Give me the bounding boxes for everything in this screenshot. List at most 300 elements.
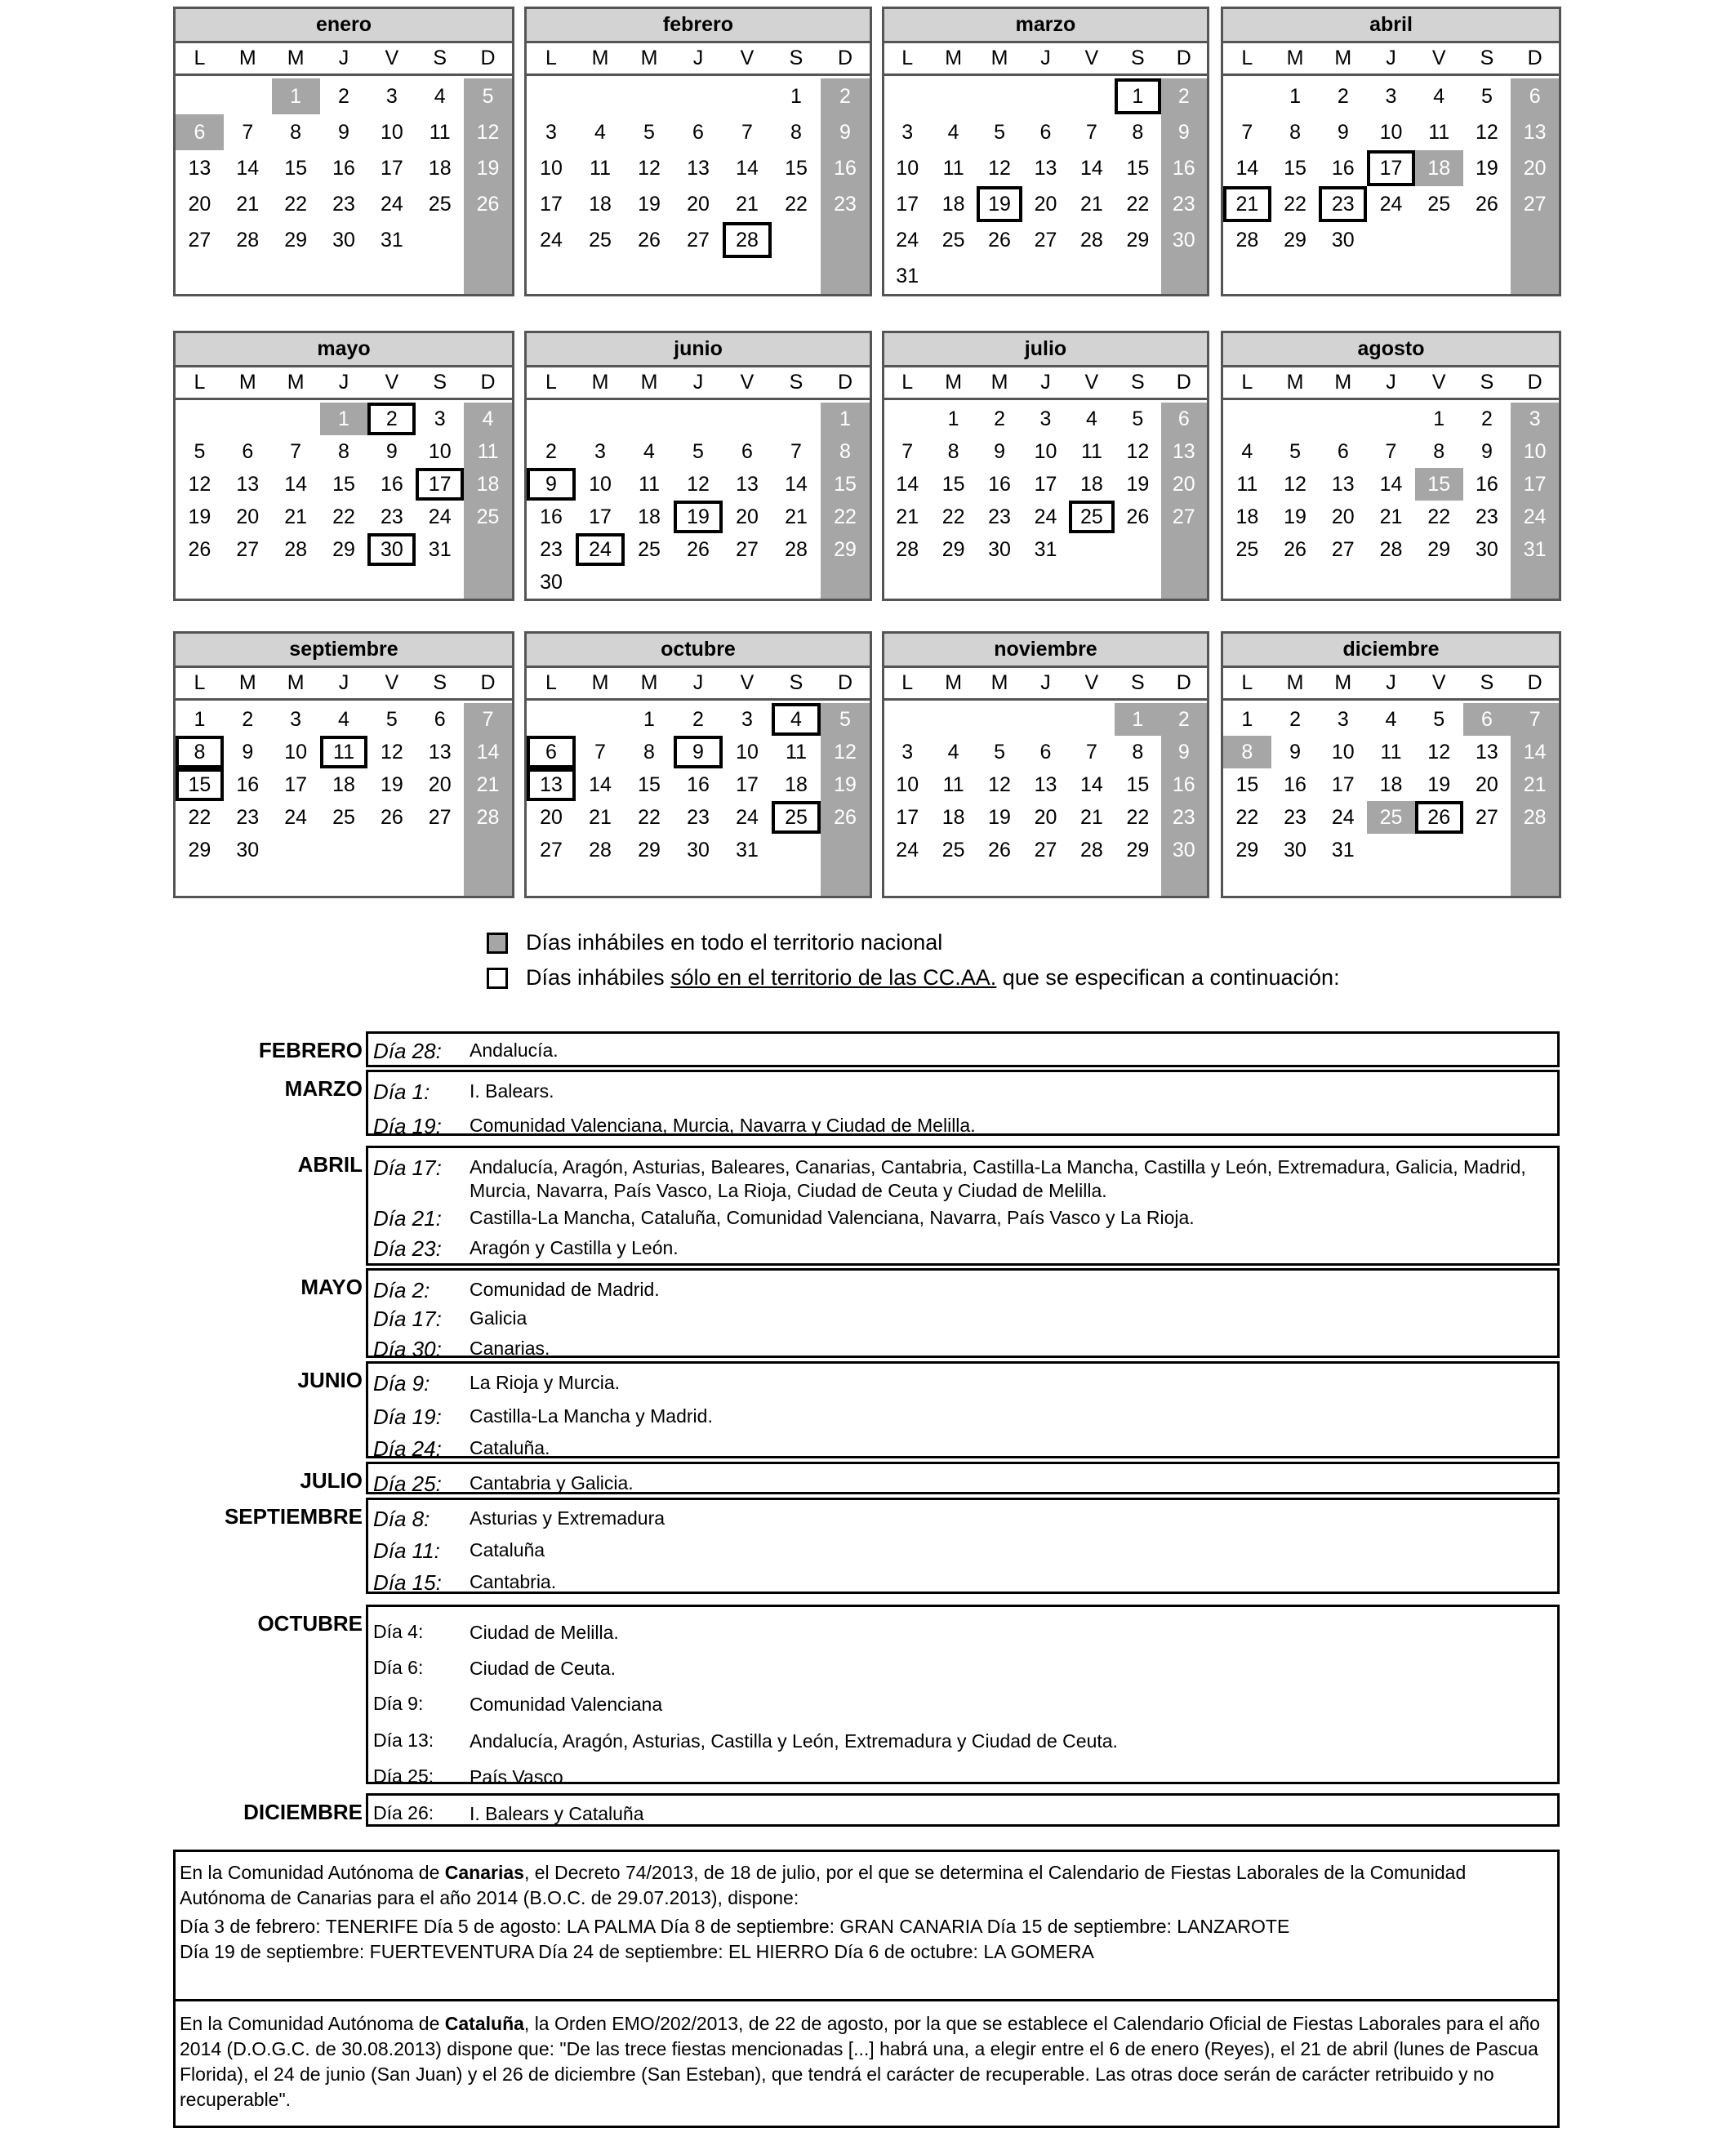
regional-entry-regions: Ciudad de Melilla. <box>470 1622 619 1643</box>
day-cell: 1 <box>1241 707 1253 731</box>
day-cell: 24 <box>540 228 563 252</box>
day-cell: 14 <box>1080 156 1103 180</box>
regional-entry <box>373 1080 1554 1105</box>
day-cell: 22 <box>1284 192 1306 216</box>
day-cell: 1 <box>1115 78 1160 114</box>
day-cell: 7 <box>1529 707 1541 731</box>
day-cell: 23 <box>1172 805 1195 829</box>
weekday-label: D <box>1527 47 1542 69</box>
regional-entry-regions: País Vasco <box>470 1766 563 1788</box>
day-cell: 12 <box>988 772 1011 796</box>
day-cell: 31 <box>896 264 919 287</box>
day-cell: 27 <box>1523 192 1547 216</box>
day-cell: 18 <box>589 192 612 216</box>
weekday-label: M <box>287 671 305 694</box>
day-cell: 2 <box>367 403 416 435</box>
weekday-label: S <box>1130 47 1145 69</box>
month-julio <box>882 331 1209 601</box>
regional-entry <box>373 1730 1554 1753</box>
regional-entry-regions: Ciudad de Ceuta. <box>470 1658 617 1679</box>
day-cell: 20 <box>236 505 260 528</box>
day-cell: 18 <box>638 505 661 528</box>
day-cell: 22 <box>834 505 857 528</box>
regional-entry <box>373 1570 1554 1596</box>
day-cell: 7 <box>1241 120 1253 144</box>
day-cell: 20 <box>687 192 710 216</box>
day-cell: 22 <box>1126 805 1150 829</box>
regional-month-box <box>366 1793 1560 1827</box>
note-canarias-line1: Día 3 de febrero: TENERIFE Día 5 de agosto: LA PALMA Día 8 de septiembre: GRAN CANARIA Día 15 de septiembre: LANZAROTE <box>180 1916 1290 1937</box>
month-title: enero <box>176 9 512 43</box>
day-cell: 24 <box>1034 505 1057 528</box>
day-cell: 31 <box>1331 838 1355 861</box>
day-cell: 22 <box>941 505 965 528</box>
day-cell: 9 <box>385 439 398 463</box>
day-cell: 5 <box>385 707 398 731</box>
day-cell: 4 <box>1085 407 1097 430</box>
weekday-label: L <box>545 671 557 694</box>
day-cell: 25 <box>941 228 965 252</box>
day-cell: 16 <box>1476 472 1498 496</box>
day-cell: 1 <box>790 84 802 108</box>
day-cell: 14 <box>1080 772 1103 796</box>
day-cell: 13 <box>687 156 710 180</box>
day-cell: 29 <box>1235 838 1259 861</box>
day-cell: 2 <box>994 407 1006 430</box>
day-cell: 17 <box>736 772 759 796</box>
day-cell: 5 <box>1132 407 1144 430</box>
day-cell: 15 <box>834 472 857 496</box>
month-febrero <box>524 7 872 296</box>
day-cell: 4 <box>1385 707 1397 731</box>
day-cell: 30 <box>1331 228 1355 252</box>
regional-entry <box>373 1765 1554 1789</box>
regional-entry <box>373 1693 1554 1716</box>
day-cell: 15 <box>1235 772 1259 796</box>
day-cell: 30 <box>540 570 563 594</box>
day-cell: 13 <box>1172 439 1195 463</box>
regional-entry-regions: La Rioja y Murcia. <box>470 1372 621 1393</box>
regional-entry-regions: Asturias y Extremadura <box>470 1507 665 1529</box>
day-cell: 31 <box>1034 537 1057 561</box>
day-cell: 21 <box>236 192 260 216</box>
day-cell: 7 <box>1085 740 1097 764</box>
regional-entry-day: Día 26: <box>373 1802 434 1823</box>
day-cell: 19 <box>1427 772 1451 796</box>
day-cell: 9 <box>1480 439 1493 463</box>
day-cell: 17 <box>589 505 612 528</box>
month-title: octubre <box>527 634 870 668</box>
weekday-label: M <box>640 371 658 394</box>
weekday-label: D <box>1527 671 1542 694</box>
regional-entry-day: Día 19: <box>373 1114 442 1138</box>
day-cell: 26 <box>988 838 1011 861</box>
national-swatch-icon <box>487 933 508 954</box>
regional-entry-regions: Comunidad de Madrid. <box>470 1279 660 1300</box>
day-cell: 19 <box>1284 505 1306 528</box>
day-cell: 6 <box>1177 407 1190 430</box>
day-cell: 13 <box>736 472 759 496</box>
day-cell: 21 <box>736 192 759 216</box>
day-cell: 28 <box>723 222 772 258</box>
regional-entry-regions: Canarias. <box>470 1338 550 1359</box>
day-cell: 17 <box>1367 150 1415 186</box>
day-cell: 20 <box>736 505 759 528</box>
regional-entry <box>373 1371 1554 1396</box>
day-cell: 6 <box>1039 120 1052 144</box>
day-cell: 3 <box>901 120 914 144</box>
day-cell: 14 <box>1235 156 1259 180</box>
weekday-header <box>884 367 1207 400</box>
day-cell: 26 <box>1284 537 1306 561</box>
regional-entry-day: Día 23: <box>373 1236 442 1261</box>
day-cell: 1 <box>1289 84 1302 108</box>
weekday-label: D <box>1176 671 1191 694</box>
weekday-label: L <box>545 371 557 394</box>
day-cell: 4 <box>772 703 821 736</box>
regional-month-box <box>366 1268 1560 1361</box>
day-cell: 26 <box>1126 505 1150 528</box>
day-cell: 21 <box>1080 805 1103 829</box>
regional-month-label: DICIEMBRE <box>243 1800 363 1824</box>
day-cell: 12 <box>1476 120 1498 144</box>
day-cell: 18 <box>941 805 965 829</box>
day-cell: 2 <box>338 84 349 108</box>
day-cell: 4 <box>434 84 446 108</box>
regional-month-label: MAYO <box>300 1275 363 1299</box>
day-cell: 31 <box>380 228 403 252</box>
day-cell: 24 <box>428 505 452 528</box>
day-cell: 28 <box>284 537 308 561</box>
day-cell: 19 <box>380 772 403 796</box>
day-cell: 7 <box>242 120 254 144</box>
day-cell: 29 <box>638 838 661 861</box>
day-cell: 24 <box>1379 192 1403 216</box>
day-cell: 24 <box>1331 805 1355 829</box>
weekday-label: V <box>385 671 399 694</box>
day-cell: 18 <box>1080 472 1103 496</box>
day-cell: 21 <box>1080 192 1103 216</box>
day-cell: 15 <box>176 768 224 801</box>
day-cell: 14 <box>476 740 500 764</box>
weekday-label: L <box>1241 371 1253 394</box>
day-cell: 17 <box>896 805 919 829</box>
regional-entry <box>373 1114 1554 1139</box>
day-cell: 6 <box>692 120 704 144</box>
day-cell: 8 <box>1223 736 1271 768</box>
day-cell: 21 <box>1223 186 1271 222</box>
weekday-label: J <box>692 47 704 69</box>
day-cell: 12 <box>1284 472 1306 496</box>
weekday-label: D <box>1176 47 1191 69</box>
regional-entry-regions: Andalucía, Aragón, Asturias, Baleares, Canarias, Cantabria, Castilla-La Mancha, Castilla y León, Extremadura, Galicia, Madrid, Murcia, Navarra, País Vasco, La Rioja, Ciudad de Ceuta y Ciudad de Melilla. <box>470 1156 1526 1201</box>
month-enero <box>173 7 514 296</box>
day-cell: 9 <box>338 120 349 144</box>
weekday-label: M <box>287 371 305 394</box>
weekday-header <box>1223 668 1559 701</box>
weekday-label: S <box>433 371 447 394</box>
day-cell: 11 <box>786 740 807 764</box>
day-cell: 27 <box>1172 505 1195 528</box>
day-cell: 23 <box>540 537 563 561</box>
day-cell: 3 <box>545 120 557 144</box>
day-cell: 16 <box>540 505 563 528</box>
day-cell: 3 <box>901 740 914 764</box>
weekday-label: J <box>1386 371 1396 394</box>
day-cell: 29 <box>332 537 355 561</box>
weekday-label: V <box>385 47 399 69</box>
weekday-label: V <box>1431 47 1446 69</box>
day-cell: 25 <box>428 192 452 216</box>
day-cell: 16 <box>988 472 1011 496</box>
day-cell: 15 <box>1415 468 1463 501</box>
day-cell: 24 <box>1523 505 1547 528</box>
day-cell: 15 <box>332 472 355 496</box>
regional-month-label: FEBRERO <box>258 1038 363 1062</box>
regional-entry-regions: Galicia <box>470 1307 527 1329</box>
weekday-label: S <box>1480 47 1494 69</box>
day-cell: 9 <box>242 740 254 764</box>
weekday-label: D <box>837 671 853 694</box>
day-cell: 3 <box>1529 407 1541 430</box>
weekday-label: J <box>338 671 349 694</box>
regional-entry <box>373 1206 1554 1231</box>
day-cell: 1 <box>194 707 206 731</box>
day-cell: 16 <box>380 472 403 496</box>
day-cell: 5 <box>692 439 704 463</box>
day-cell: 26 <box>380 805 403 829</box>
day-cell: 24 <box>284 805 308 829</box>
month-title: noviembre <box>884 634 1207 668</box>
legend-national-text: Días inhábiles en todo el territorio nacional <box>526 930 943 955</box>
day-cell: 22 <box>284 192 308 216</box>
day-cell: 23 <box>1172 192 1195 216</box>
day-cell: 23 <box>1319 186 1367 222</box>
regional-month-box <box>366 1498 1560 1594</box>
day-cell: 4 <box>594 120 606 144</box>
day-cell: 29 <box>1126 228 1150 252</box>
weekday-label: J <box>1386 671 1396 694</box>
day-cell: 8 <box>1433 439 1445 463</box>
regional-entry-regions: Andalucía. <box>470 1040 559 1061</box>
day-cell: 10 <box>1331 740 1355 764</box>
day-cell: 21 <box>896 505 919 528</box>
day-cell: 25 <box>941 838 965 861</box>
day-cell: 1 <box>643 707 655 731</box>
regional-entry-regions: Castilla-La Mancha, Cataluña, Comunidad Valenciana, Navarra, País Vasco y La Rioja. <box>470 1207 1195 1228</box>
day-cell: 4 <box>947 740 959 764</box>
day-cell: 5 <box>194 439 206 463</box>
weekday-label: M <box>238 47 256 69</box>
day-cell: 8 <box>1132 740 1144 764</box>
weekday-label: D <box>480 371 496 394</box>
day-cell: 27 <box>1331 537 1355 561</box>
month-junio <box>524 331 872 601</box>
weekday-label: S <box>789 371 803 394</box>
day-cell: 14 <box>896 472 919 496</box>
day-cell: 23 <box>332 192 355 216</box>
regional-entry-day: Día 21: <box>373 1206 442 1231</box>
weekday-label: M <box>238 371 256 394</box>
day-cell: 6 <box>1337 439 1349 463</box>
weekday-label: S <box>1130 671 1145 694</box>
month-diciembre <box>1221 631 1561 898</box>
day-cell: 31 <box>1523 537 1547 561</box>
day-cell: 12 <box>687 472 710 496</box>
day-cell: 2 <box>839 84 851 108</box>
day-cell: 12 <box>188 472 211 496</box>
weekday-label: S <box>1480 371 1494 394</box>
note-cataluna <box>173 1999 1560 2128</box>
day-cell: 7 <box>1085 120 1097 144</box>
day-cell: 12 <box>380 740 403 764</box>
day-cell: 12 <box>1126 439 1150 463</box>
weekday-label: M <box>640 47 658 69</box>
day-cell: 3 <box>1385 84 1397 108</box>
regional-entry <box>373 1621 1554 1645</box>
day-cell: 30 <box>988 537 1011 561</box>
weekday-label: M <box>1334 47 1352 69</box>
day-cell: 19 <box>674 501 723 533</box>
day-cell: 28 <box>1523 805 1547 829</box>
weekday-header <box>884 43 1207 76</box>
weekday-label: V <box>385 371 399 394</box>
regional-entry-day: Día 9: <box>373 1693 424 1714</box>
day-cell: 2 <box>545 439 557 463</box>
day-cell: 2 <box>1337 84 1349 108</box>
month-title: agosto <box>1223 333 1559 367</box>
day-cell: 7 <box>1385 439 1397 463</box>
day-cell: 17 <box>380 156 403 180</box>
weekday-label: V <box>1084 371 1099 394</box>
day-cell: 5 <box>994 740 1006 764</box>
day-cell: 30 <box>332 228 355 252</box>
day-cell: 2 <box>242 707 254 731</box>
day-cell: 27 <box>736 537 759 561</box>
day-cell: 22 <box>1126 192 1150 216</box>
day-cell: 22 <box>1235 805 1259 829</box>
day-cell: 3 <box>434 407 446 430</box>
day-cell: 3 <box>1039 407 1052 430</box>
day-cell: 2 <box>1177 707 1190 731</box>
weekday-label: V <box>1431 371 1446 394</box>
day-cell: 30 <box>367 533 416 566</box>
day-cell: 9 <box>994 439 1006 463</box>
day-cell: 5 <box>643 120 655 144</box>
month-title: febrero <box>527 9 870 43</box>
day-cell: 1 <box>1115 703 1160 736</box>
day-cell: 16 <box>1172 156 1195 180</box>
day-cell: 23 <box>1476 505 1498 528</box>
day-cell: 28 <box>476 805 500 829</box>
day-cell: 20 <box>540 805 563 829</box>
weekday-label: M <box>945 47 963 69</box>
day-cell: 21 <box>284 505 308 528</box>
day-cell: 27 <box>1034 838 1057 861</box>
month-noviembre <box>882 631 1209 898</box>
day-cell: 5 <box>1289 439 1302 463</box>
day-cell: 4 <box>1241 439 1253 463</box>
regional-entry <box>373 1278 1554 1303</box>
day-cell: 30 <box>1476 537 1498 561</box>
weekday-label: M <box>591 371 609 394</box>
weekday-header <box>527 43 870 76</box>
weekday-label: M <box>1286 671 1304 694</box>
day-cell: 9 <box>1289 740 1302 764</box>
day-cell: 23 <box>236 805 260 829</box>
day-cell: 3 <box>741 707 753 731</box>
day-cell: 3 <box>385 84 398 108</box>
weekday-label: M <box>945 671 963 694</box>
weekday-header <box>527 367 870 400</box>
weekday-label: S <box>1480 671 1494 694</box>
day-cell: 29 <box>1126 838 1150 861</box>
day-cell: 4 <box>947 120 959 144</box>
regional-month-label: JULIO <box>300 1468 363 1493</box>
day-cell: 5 <box>839 707 851 731</box>
weekday-label: L <box>1241 47 1253 69</box>
day-cell: 2 <box>1289 707 1302 731</box>
weekday-label: S <box>789 47 803 69</box>
day-cell: 16 <box>687 772 710 796</box>
day-cell: 21 <box>476 772 500 796</box>
day-cell: 18 <box>785 772 808 796</box>
weekday-header <box>884 668 1207 701</box>
regional-entry-regions: Cantabria y Galicia. <box>470 1472 634 1494</box>
regional-entry <box>373 1471 1554 1497</box>
month-abril <box>1221 7 1561 296</box>
regional-entry-regions: Cataluña <box>470 1539 545 1560</box>
day-cell: 17 <box>1331 772 1355 796</box>
day-cell: 18 <box>1235 505 1259 528</box>
day-cell: 19 <box>188 505 211 528</box>
weekday-label: L <box>545 47 557 69</box>
day-cell: 21 <box>785 505 808 528</box>
regional-month-box <box>366 1361 1560 1461</box>
day-cell: 26 <box>1415 801 1463 834</box>
day-cell: 27 <box>1476 805 1498 829</box>
regional-month-label: OCTUBRE <box>257 1611 363 1636</box>
day-cell: 23 <box>834 192 857 216</box>
day-cell: 19 <box>988 805 1011 829</box>
day-cell: 5 <box>994 120 1006 144</box>
regional-entry <box>373 1155 1554 1203</box>
day-cell: 3 <box>1337 707 1349 731</box>
day-cell: 23 <box>687 805 710 829</box>
regional-entry-day: Día 11: <box>373 1538 440 1563</box>
day-cell: 15 <box>284 156 308 180</box>
day-cell: 23 <box>988 505 1011 528</box>
weekday-header <box>176 43 512 76</box>
regional-entry-regions: Comunidad Valenciana, Murcia, Navarra y Ciudad de Melilla. <box>470 1115 976 1136</box>
regional-entry-day: Día 25: <box>373 1765 434 1787</box>
day-cell: 25 <box>476 505 500 528</box>
day-cell: 4 <box>1433 84 1445 108</box>
regional-entry-day: Día 6: <box>373 1657 424 1678</box>
weekday-header <box>1223 367 1559 400</box>
weekday-label: D <box>480 47 496 69</box>
day-cell: 22 <box>785 192 808 216</box>
weekday-label: V <box>1431 671 1446 694</box>
regional-month-box <box>366 1462 1560 1494</box>
day-cell: 9 <box>1177 740 1190 764</box>
day-cell: 24 <box>896 228 919 252</box>
weekday-label: L <box>901 671 914 694</box>
day-cell: 6 <box>527 736 576 768</box>
day-cell: 21 <box>1379 505 1403 528</box>
day-cell: 25 <box>638 537 661 561</box>
day-cell: 5 <box>1480 84 1493 108</box>
